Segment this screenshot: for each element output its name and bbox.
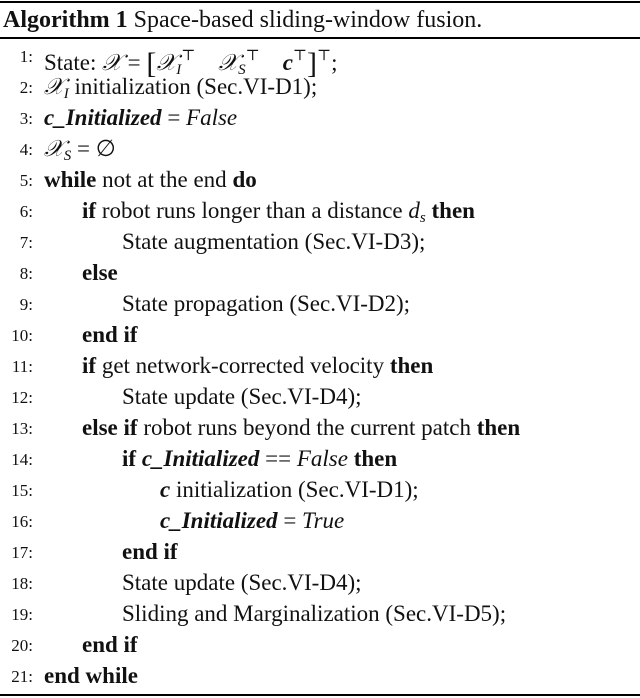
algorithm-caption (3, 5, 482, 35)
line-number: 1: (19, 47, 33, 66)
algo-line-3: 3: c_Initialized = False (19, 105, 238, 130)
algo-line-16: 16: c_Initialized = True (11, 508, 345, 533)
top-rule (0, 1, 640, 3)
algo-line-20: 20: end if (11, 632, 138, 657)
line-code: State: 𝒳 = [𝒳$_I$⊤ 𝒳$_S$⊤ c⊤]⊤; (44, 47, 338, 80)
algo-line-19: 19: Sliding and Marginalization (Sec.VI-D5); (11, 601, 507, 626)
algo-line-8: 8: else (19, 260, 118, 285)
caption-label: Algorithm 1 (3, 7, 128, 33)
algo-line-10: 10: end if (11, 322, 138, 347)
caption-rule (0, 37, 640, 39)
algo-line-4: 4: 𝒳$_S$ = ∅ (19, 136, 116, 164)
algo-line-17: 17: end if (11, 539, 178, 564)
algo-line-14: 14: if c_Initialized == False then (11, 446, 398, 471)
bottom-rule (0, 694, 640, 696)
algo-line-7: 7: State augmentation (Sec.VI-D3); (19, 229, 426, 254)
algo-line-6: 6: if robot runs longer than a distance $d_s$ then (19, 198, 475, 226)
algo-line-2: 2: 𝒳$_I$ initialization (Sec.VI-D1); (19, 74, 318, 102)
algo-line-18: 18: State update (Sec.VI-D4); (11, 570, 362, 595)
algo-line-1 (0, 41, 640, 80)
caption-text: Space-based sliding-window fusion. (133, 7, 483, 33)
algo-line-5: 5: while not at the end do (19, 167, 257, 192)
algo-line-13: 13: else if robot runs beyond the current patch then (11, 415, 521, 440)
algo-line-11: 11: if get network-corrected velocity then (11, 353, 434, 378)
algo-line-21: 21: end while (11, 663, 138, 688)
algo-line-12: 12: State update (Sec.VI-D4); (11, 384, 362, 409)
algo-line-15: 15: c initialization (Sec.VI-D1); (11, 477, 419, 502)
algo-line-9: 9: State propagation (Sec.VI-D2); (19, 291, 411, 316)
